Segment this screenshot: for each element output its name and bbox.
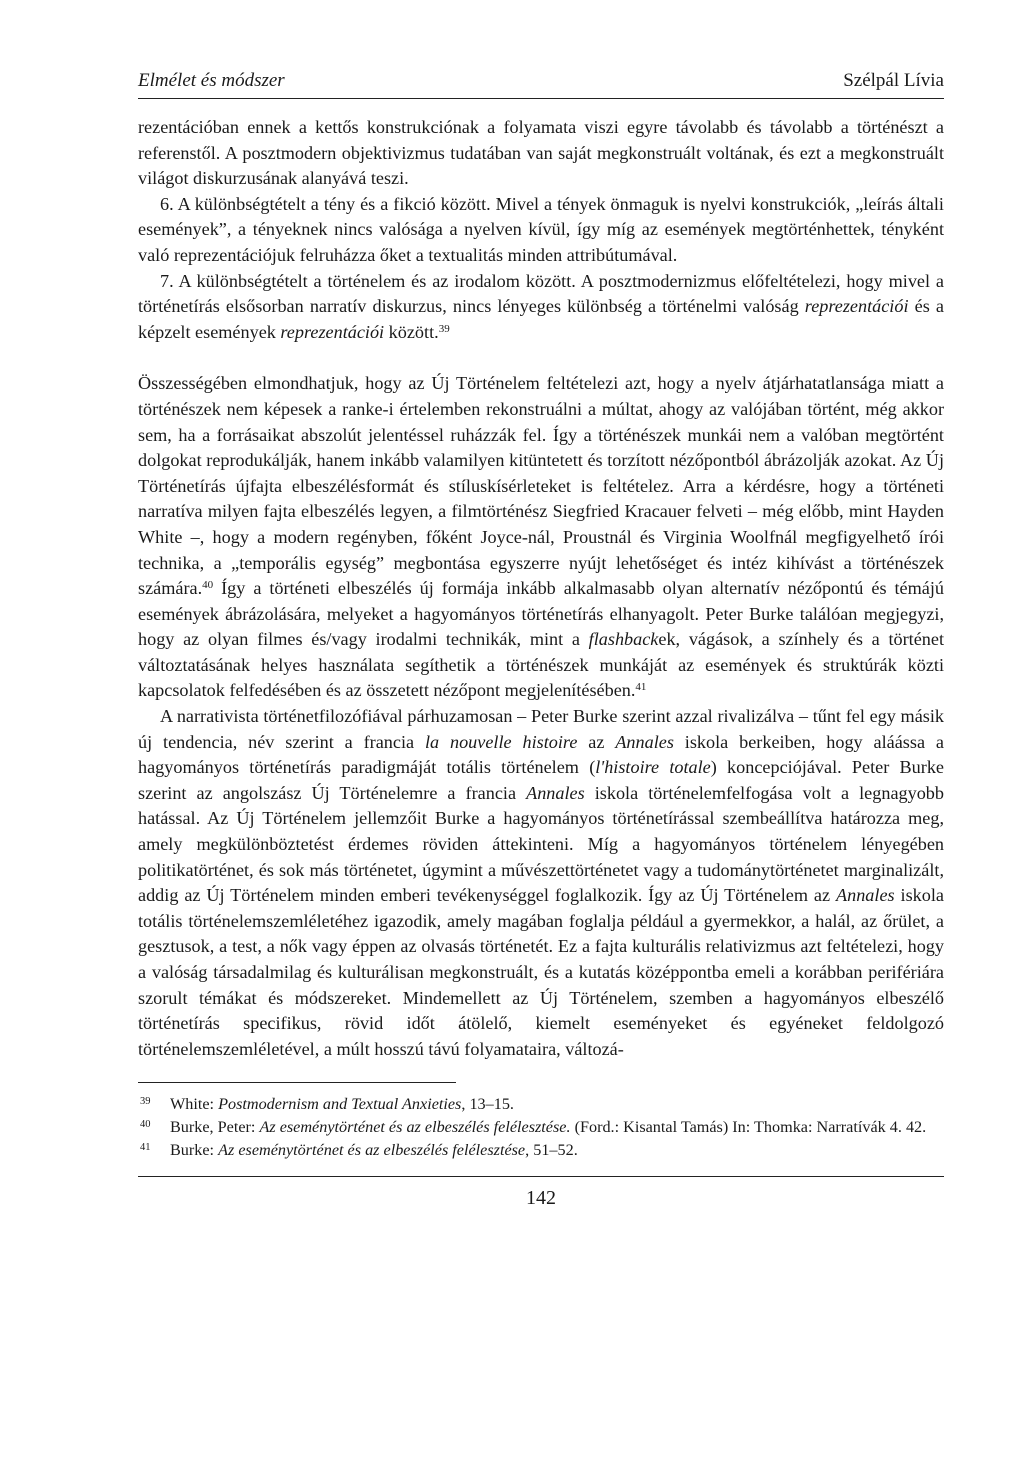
page-number: 142 <box>526 1187 556 1210</box>
paragraph-1: rezentációban ennek a kettős konstrukciónak a folyamata viszi egyre távolabb és távolabb a történészt a referenstől. A posztmodern objektivizmus tudatában van saját megkonstruált voltának, és ezt a megkonstruált világot diskurzusának alanyává teszi. <box>138 117 944 189</box>
section-title: Elmélet és módszer <box>138 70 285 91</box>
document-page <box>138 70 944 1210</box>
paragraph-item-7: 7. A különbségtételt a történelem és az irodalom között. A posztmodernizmus előfeltételezi, hogy mivel a történetírás elsősorban narratív diskurzus, nincs lényeges különbség a történelmi valóság reprezentációi és a képzelt események reprezentációi között.$^{39}$ <box>138 270 944 342</box>
paragraph-summary: Összességében elmondhatjuk, hogy az Új Történelem feltételezi azt, hogy a nyelv átjárhatatlansága miatt a történészek nem képesek a ranke-i értelemben rekonstruálni a múltat, ahogy az valójában történt, még akkor sem, ha a forrásaikat abszolút jelentéssel ruházzák fel. Így a történészek munkái nem a valóban megtörtént dolgokat reprodukálják, hanem inkább valamilyen kitüntetett és torzított nézőpontból ábrázolják azokat. Az Új Történetírás újfajta elbeszélésformát és stíluskísérleteket is feltételez. Arra a kérdésre, hogy a történeti narratíva milyen fajta elbeszélés legyen, a filmtörténész Siegfried Kracauer felveti – még előbb, mint Hayden White –, hogy a modern regényben, főként Joyce-nál, Proustnál és Virginia Woolfnál megfigyelhető írói technika, a „temporális egység” megbontása egyszerre nyújt lehetőséget és intéz kihívást a történészek számára.$^{40}$ Így a történeti elbeszélés új formája inkább alkalmasabb olyan alternatív nézőpontú és témájú események ábrázolására, melyeket a hagyományos történetírás elhanyagolt. Peter Burke találóan megjegyzi, hogy az olyan filmes és/vagy irodalmi technikák, mint a flashbackek, vágások, a színhely és a történet változtatásának helyes használata segíthetik a történészek munkáját az események és struktúrák közti kapcsolatok felfedésében és az összetett nézőpont megjelenítésében.$^{41}$ <box>138 373 944 701</box>
paragraph-item-6: 6. A különbségtételt a tény és a fikció között. Mivel a tények önmaguk is nyelvi konstrukciók, „leírás általi események”, a tényeknek nincs valósága a nyelven kívül, így míg az események megtörténhettek, tényként való reprezentációjuk felruházza őket a textualitás minden attribútumával. <box>138 193 944 265</box>
footnote-ref-40: 40 <box>202 579 214 592</box>
paragraph-annales: A narrativista történetfilozófiával párhuzamosan – Peter Burke szerint azzal rivalizálva – tűnt fel egy másik új tendencia, név szerint a francia la nouvelle histoire az Annales iskola berkeiben, hogy aláássa a hagyományos történetírás paradigmáját totális történelem (l'histoire totale) koncepciójával. Peter Burke szerint az angolszász Új Történelemre a francia Annales iskola történelemfelfogása volt a legnagyobb hatással. Az Új Történelem jellemzőit Burke a hagyományos történetírással szembeállítva határozza meg, amely megkülönböztetést érdemes röviden áttekinteni. Míg a hagyományos történelem lényegében politikatörténet, és sok más történetet, úgymint a művészettörténetet vagy a tudománytörténetet marginalizált, addig az Új Történelem minden emberi tevékenységgel foglalkozik. Így az Új Történelem az Annales iskola totális történelemszemléletéhez igazodik, amely magában foglalja például a gyermekkor, a halál, az őrület, a gesztusok, a test, a nők vagy éppen az olvasás történetét. Ez a fajta kulturális relativizmus azt feltételezi, hogy a valóság társadalmilag és kulturálisan megkonstruált, és a kutatás középpontba emeli a korábban perifériára szorult témákat és módszereket. Mindemellett az Új Történelem, szemben a hagyományos elbeszélő történetírás specifikus, rövid időt átölelő, kiemelt eseményeket és egyéneket feldolgozó történelemszemléletével, a múlt hosszú távú folyamataira, változá- <box>138 706 944 1059</box>
running-head <box>138 70 944 99</box>
body-text <box>138 115 944 1062</box>
footnote-ref-39: 39 <box>438 322 450 335</box>
footnotes <box>138 1093 944 1162</box>
footnote-40: $^{40}$ Burke, Peter: Az eseménytörténet és az elbeszélés felélesztése. (Ford.: Kisantal Tamás) In: Thomka: Narratívák 4. 42. <box>140 1118 927 1137</box>
author-name: Szélpál Lívia <box>843 70 944 91</box>
page-bottom-rule <box>138 1176 944 1177</box>
footnote-separator <box>138 1082 456 1083</box>
footnote-41: $^{41}$ Burke: Az eseménytörténet és az elbeszélés felélesztése, 51–52. <box>140 1141 578 1160</box>
footnote-ref-41: 41 <box>635 681 647 694</box>
footnote-39: $^{39}$ White: Postmodernism and Textual Anxieties, 13–15. <box>140 1095 514 1114</box>
